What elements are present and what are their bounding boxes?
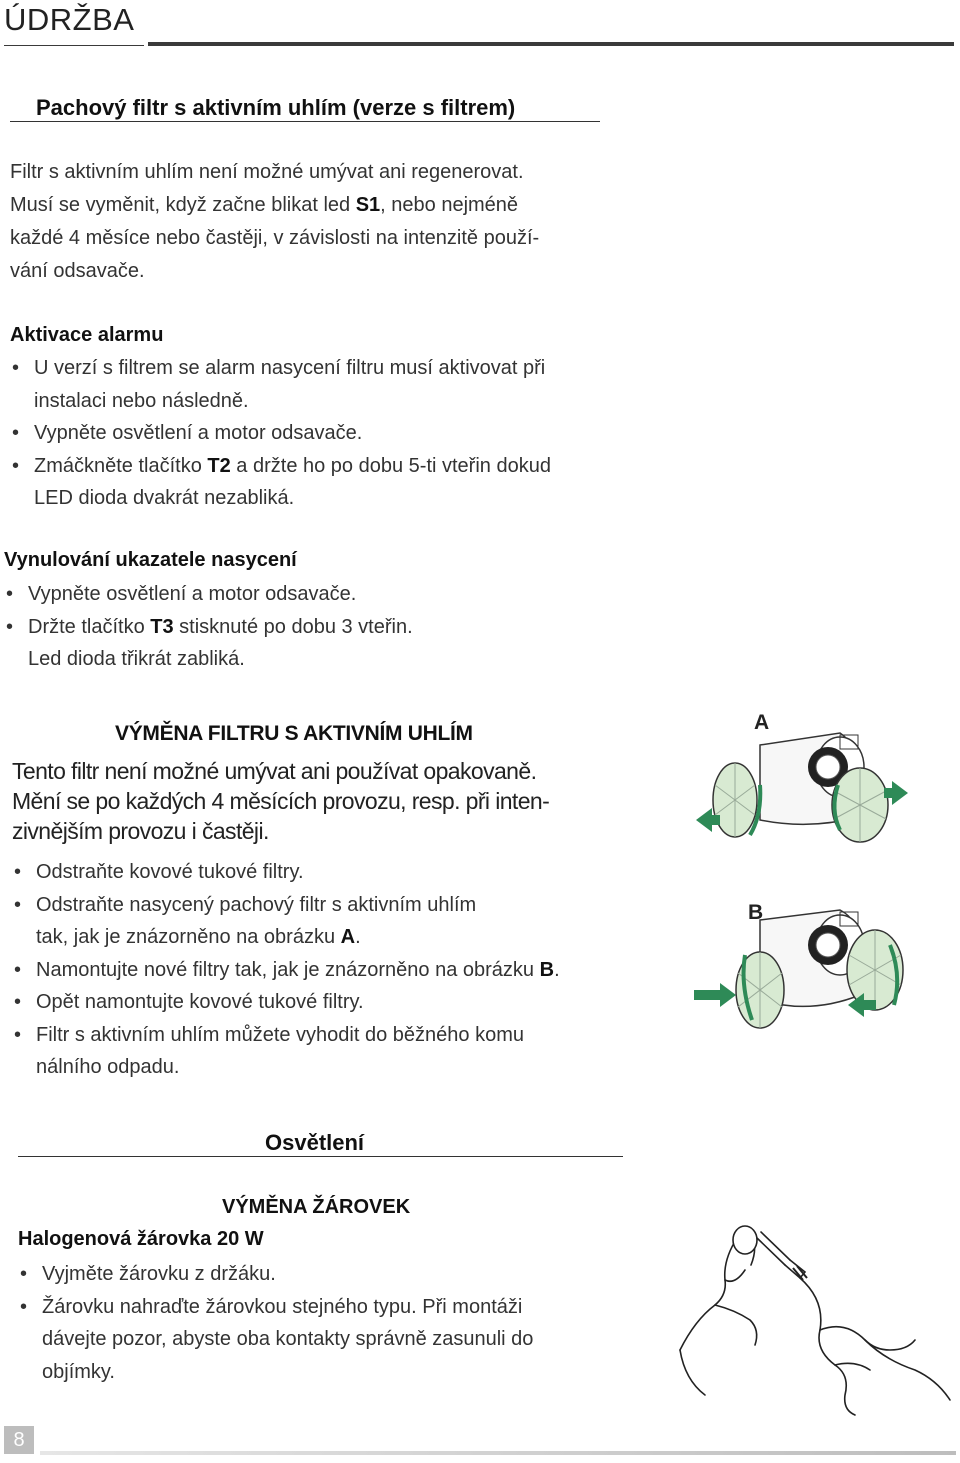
- page-number: 8: [4, 1426, 34, 1454]
- alarm-title: Aktivace alarmu: [10, 324, 164, 346]
- footer-bar: [40, 1451, 956, 1455]
- title-rule-left: [4, 45, 144, 46]
- list-item: • Odstraňte kovové tukové filtry.: [12, 856, 652, 889]
- filter-section-rule: [10, 121, 600, 122]
- page-title: ÚDRŽBA: [4, 2, 135, 37]
- filter-section-heading: Pachový filtr s aktivním uhlím (verze s filtrem): [36, 95, 516, 120]
- list-item: • Vypněte osvětlení a motor odsavače.: [10, 417, 630, 450]
- lighting-rule: [18, 1156, 623, 1157]
- replace-filter-intro: [12, 756, 612, 846]
- filter-intro: [10, 156, 610, 288]
- replace-line-2: Mění se po každých 4 měsících provozu, resp. při inten-: [12, 788, 550, 814]
- bulb-illustration: [675, 1210, 955, 1420]
- bulb-replace-heading: VÝMĚNA ŽÁROVEK: [222, 1196, 411, 1218]
- list-item: • Žárovku nahraďte žárovkou stejného typu. Při montáži dávejte pozor, abyste oba kontakty správně zasunuli do objímky.: [18, 1291, 638, 1389]
- filter-disc-a-right: [832, 768, 888, 842]
- alarm-list: [10, 352, 630, 515]
- replace-line-3: zivnějším provozu i častěji.: [12, 818, 269, 844]
- title-rule: [148, 42, 954, 46]
- intro-line-2: Musí se vyměnit, když začne blikat led S1, nebo nejméně: [10, 194, 519, 216]
- list-item: • Zmáčkněte tlačítko T2 a držte ho po dobu 5-ti vteřin dokud LED dioda dvakrát nezabliká.: [10, 450, 630, 515]
- lighting-heading: Osvětlení: [265, 1130, 365, 1155]
- list-item: • Opět namontujte kovové tukové filtry.: [12, 986, 652, 1019]
- lighting-list: [18, 1258, 638, 1388]
- intro-line-1: Filtr s aktivním uhlím není možné umývat ani regenerovat.: [10, 161, 524, 183]
- bulb-title: Halogenová žárovka 20 W: [18, 1228, 264, 1250]
- list-item: • Vypněte osvětlení a motor odsavače.: [4, 578, 624, 611]
- intro-line-3: každé 4 měsíce nebo častěji, v závislosti na intenzitě použí-: [10, 227, 540, 249]
- reset-list: [4, 578, 624, 676]
- filter-disc-a-left: [713, 763, 757, 837]
- filter-illustration: [690, 705, 960, 1045]
- replace-filter-heading: VÝMĚNA FILTRU S AKTIVNÍM UHLÍM: [115, 722, 473, 745]
- figure-label-a: A: [754, 711, 770, 734]
- list-item: • Odstraňte nasycený pachový filtr s aktivním uhlím tak, jak je znázorněno na obrázku A.: [12, 889, 652, 954]
- reset-title: Vynulování ukazatele nasycení: [4, 549, 297, 571]
- list-item: • Držte tlačítko T3 stisknuté po dobu 3 vteřin. Led dioda třikrát zabliká.: [4, 611, 624, 676]
- list-item: • U verzí s filtrem se alarm nasycení filtru musí aktivovat při instalaci nebo následně.: [10, 352, 630, 417]
- replace-line-1: Tento filtr není možné umývat ani používat opakovaně.: [12, 758, 537, 784]
- list-item: • Namontujte nové filtry tak, jak je znázorněno na obrázku B.: [12, 954, 652, 987]
- intro-line-4: vání odsavače.: [10, 260, 145, 282]
- list-item: • Vyjměte žárovku z držáku.: [18, 1258, 638, 1291]
- hand-bulb-drawing: [675, 1210, 955, 1420]
- replace-list: [12, 856, 652, 1084]
- list-item: • Filtr s aktivním uhlím můžete vyhodit do běžného komu nálního odpadu.: [12, 1019, 652, 1084]
- figure-label-b: B: [748, 901, 764, 924]
- filter-figure: [690, 705, 960, 1045]
